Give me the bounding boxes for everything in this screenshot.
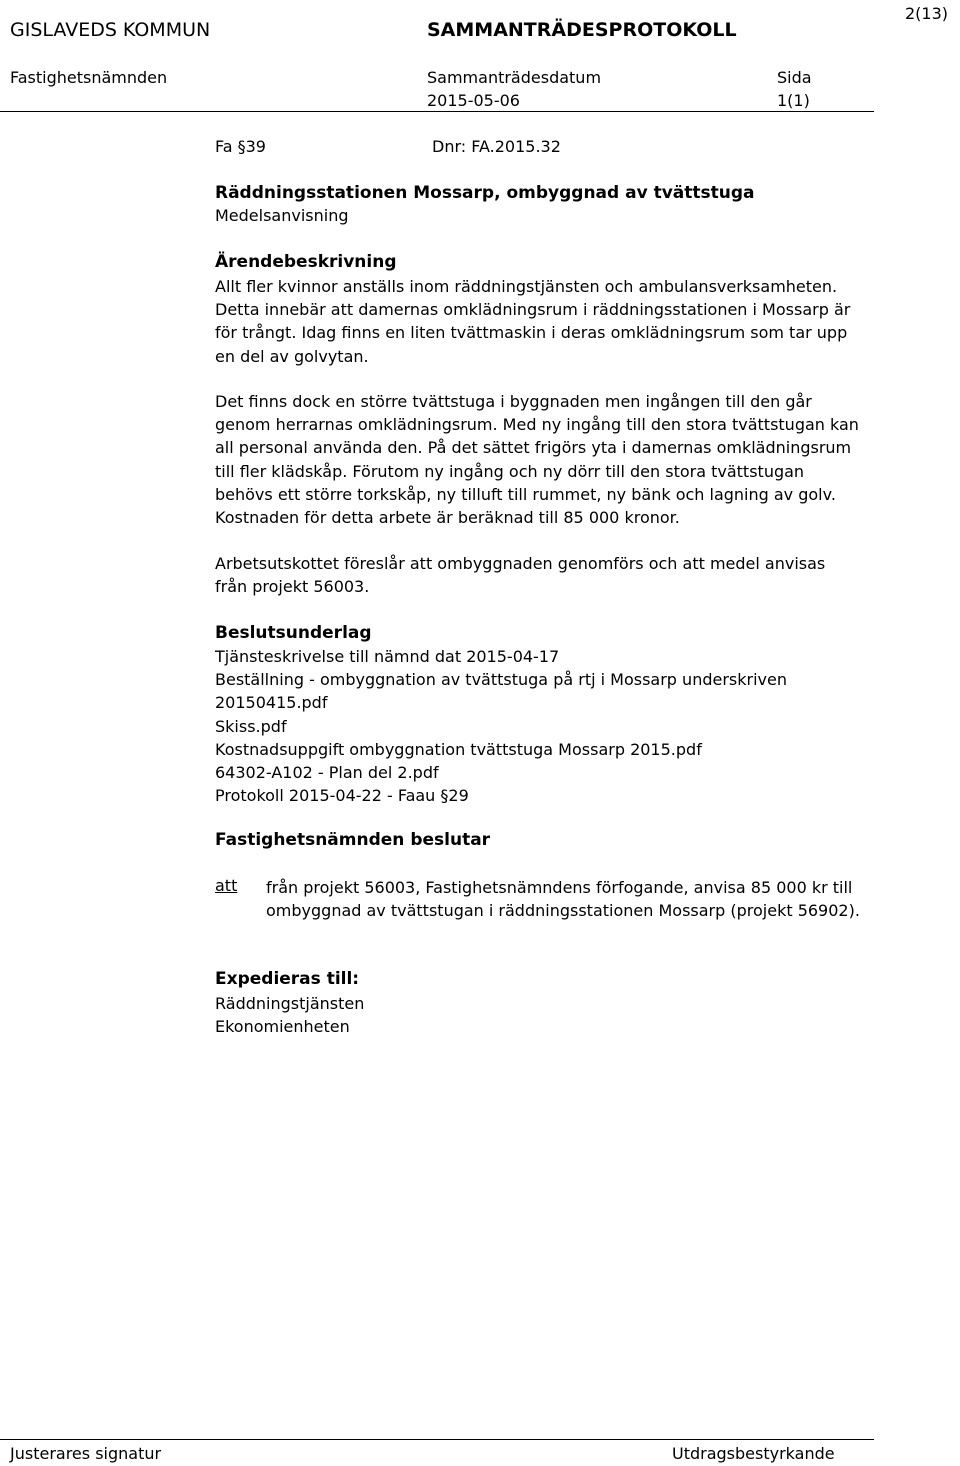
section-heading-beslut: Fastighetsnämnden beslutar <box>215 830 491 850</box>
page-marker: 2(13) <box>904 4 948 23</box>
decision-prefix: att <box>215 876 238 895</box>
description-paragraph-1 <box>215 275 850 368</box>
header-rule <box>0 111 874 112</box>
text-line: behövs ett större torkskåp, ny tilluft till rummet, ny bänk och lagning av golv. <box>215 484 836 504</box>
page-label: Sida <box>777 68 812 87</box>
text-line: från projekt 56003, Fastighetsnämndens förfogande, anvisa 85 000 kr till <box>266 878 853 897</box>
list-item: Skiss.pdf <box>215 716 287 736</box>
description-paragraph-3 <box>215 552 825 598</box>
distribution-list <box>215 992 364 1038</box>
text-line: Allt fler kvinnor anställs inom räddningstjänsten och ambulansverksamheten. <box>215 277 838 296</box>
diary-number: Dnr: FA.2015.32 <box>432 137 561 156</box>
list-item: Beställning - ombyggnation av tvättstuga på rtj i Mossarp underskriven <box>215 670 787 690</box>
description-paragraph-2 <box>215 390 859 529</box>
footer-certification-label: Utdragsbestyrkande <box>672 1444 835 1463</box>
page-number: 1(1) <box>777 91 810 110</box>
document-type: SAMMANTRÄDESPROTOKOLL <box>427 19 737 41</box>
text-line: Detta innebär att damernas omklädningsrum i räddningsstationen i Mossarp är <box>215 300 851 320</box>
list-item: Räddningstjänsten <box>215 994 365 1013</box>
list-item: Tjänsteskrivelse till nämnd dat 2015-04-17 <box>215 647 560 666</box>
text-line: Kostnaden för detta arbete är beräknad till 85 000 kronor. <box>215 508 680 528</box>
list-item: Kostnadsuppgift ombyggnation tvättstuga Mossarp 2015.pdf <box>215 739 702 759</box>
meeting-date: 2015-05-06 <box>427 91 520 110</box>
text-line: en del av golvytan. <box>215 346 369 366</box>
list-item: 20150415.pdf <box>215 693 328 713</box>
org-name: GISLAVEDS KOMMUN <box>10 19 211 41</box>
basis-document-list <box>215 645 787 807</box>
meeting-date-label: Sammanträdesdatum <box>427 68 602 87</box>
text-line: från projekt 56003. <box>215 577 370 597</box>
list-item: Ekonomienheten <box>215 1017 350 1037</box>
footer-rule <box>0 1439 874 1440</box>
committee-name: Fastighetsnämnden <box>10 68 168 87</box>
list-item: Protokoll 2015-04-22 - Faau §29 <box>215 786 469 806</box>
text-line: till fler klädskåp. Förutom ny ingång och ny dörr till den stora tvättstugan <box>215 461 805 481</box>
section-heading-beslutsunderlag: Beslutsunderlag <box>215 623 372 643</box>
decision-text <box>266 876 860 922</box>
paragraph-number: Fa §39 <box>215 137 266 156</box>
text-line: Det finns dock en större tvättstuga i byggnaden men ingången till den går <box>215 392 812 411</box>
case-title: Räddningsstationen Mossarp, ombyggnad av tvättstuga <box>215 183 755 203</box>
list-item: 64302-A102 - Plan del 2.pdf <box>215 763 439 783</box>
text-line: för trångt. Idag finns en liten tvättmaskin i deras omklädningsrum som tar upp <box>215 323 848 343</box>
text-line: all personal använda den. På det sättet frigörs yta i damernas omklädningsrum <box>215 438 852 458</box>
text-line: ombyggnad av tvättstugan i räddningsstationen Mossarp (projekt 56902). <box>266 901 860 921</box>
footer-signature-label: Justerares signatur <box>10 1444 162 1463</box>
case-subtitle: Medelsanvisning <box>215 206 349 225</box>
section-heading-arendebeskrivning: Ärendebeskrivning <box>215 252 397 272</box>
text-line: Arbetsutskottet föreslår att ombyggnaden genomförs och att medel anvisas <box>215 554 826 573</box>
text-line: genom herrarnas omklädningsrum. Med ny ingång till den stora tvättstugan kan <box>215 415 859 435</box>
section-heading-expedieras: Expedieras till: <box>215 969 360 989</box>
